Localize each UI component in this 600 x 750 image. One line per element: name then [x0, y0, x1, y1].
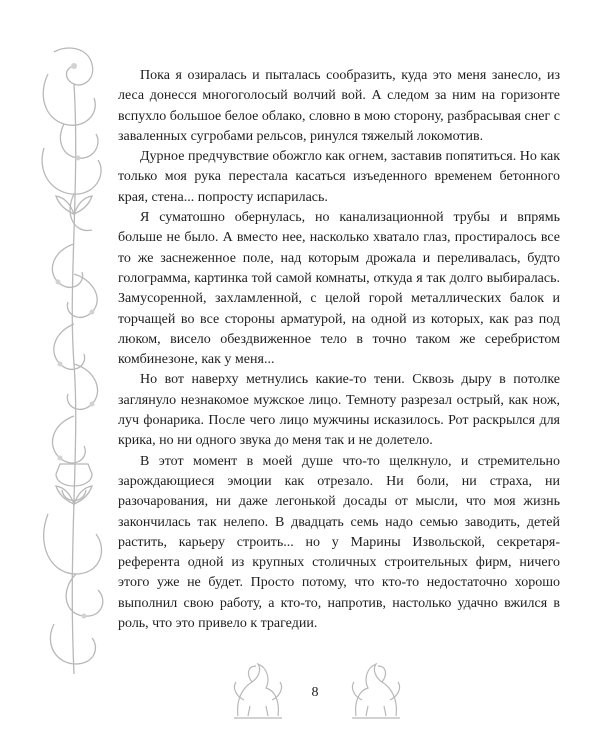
- paragraph: В этот момент в моей душе что-то щелкнуло, и стремительно зарождающиеся эмоции как отрезало. Ни боли, ни страха, ни разочарования, ни даже легонькой досады от мысли, что моя жизнь закончилась так нелепо. В двадцать семь надо семью заводить, детей растить, карьеру строить... но у Марины Извольской, секретаря-референта одной из крупных столичных строительных фирм, ничего этого уже не будет. Просто потому, что кто-то недостаточно хорошо выполнил свою работу, а кто-то, напротив, настолько удачно вжился в роль, что это привело к трагедии.: [118, 453, 560, 632]
- paragraph: Я суматошно обернулась, но канализационной трубы и впрямь больше не было. А вместо нее, насколько хватало глаз, простиралось все то же заснеженное поле, над которым дрожала и переливалась, будто голограмма, картинка той самой комнаты, откуда я так долго выбиралась. Замусоренной, захламленной, с целой горой металлических балок и торчащей во все стороны арматурой, на одной из которых, как раз под люком, висело обездвиженное тело в точно таком же серебристом комбинезоне, как у меня...: [118, 210, 560, 368]
- paragraph: Но вот наверху метнулись какие-то тени. Сквозь дыру в потолке заглянуло незнакомое мужское лицо. Темноту разрезал острый, как нож, луч фонарика. После чего лицо мужчины исказилось. Рот раскрылся для крика, но ни одного звука до меня так и не долетело.: [118, 372, 560, 449]
- page-number: 8: [311, 685, 319, 700]
- heraldic-lion-icon: [228, 660, 288, 722]
- floral-griffin-ornament-icon: [34, 44, 114, 684]
- paragraph: Дурное предчувствие обожгло как огнем, заставив попятиться. Но как только моя рука перестала касаться изъеденного временем бетонного края, стена... попросту испарилась.: [118, 149, 560, 205]
- body-text: [118, 66, 560, 634]
- paragraph: Пока я озиралась и пыталась сообразить, куда это меня занесло, из леса донесся многоголосый волчий вой. А следом за ним на горизонте вспухло большое белое облако, словно в мою сторону, разбрасывая снег с заваленных сугробами рельсов, ринулся тяжелый локомотив.: [118, 68, 560, 144]
- heraldic-lion-icon: [346, 660, 406, 722]
